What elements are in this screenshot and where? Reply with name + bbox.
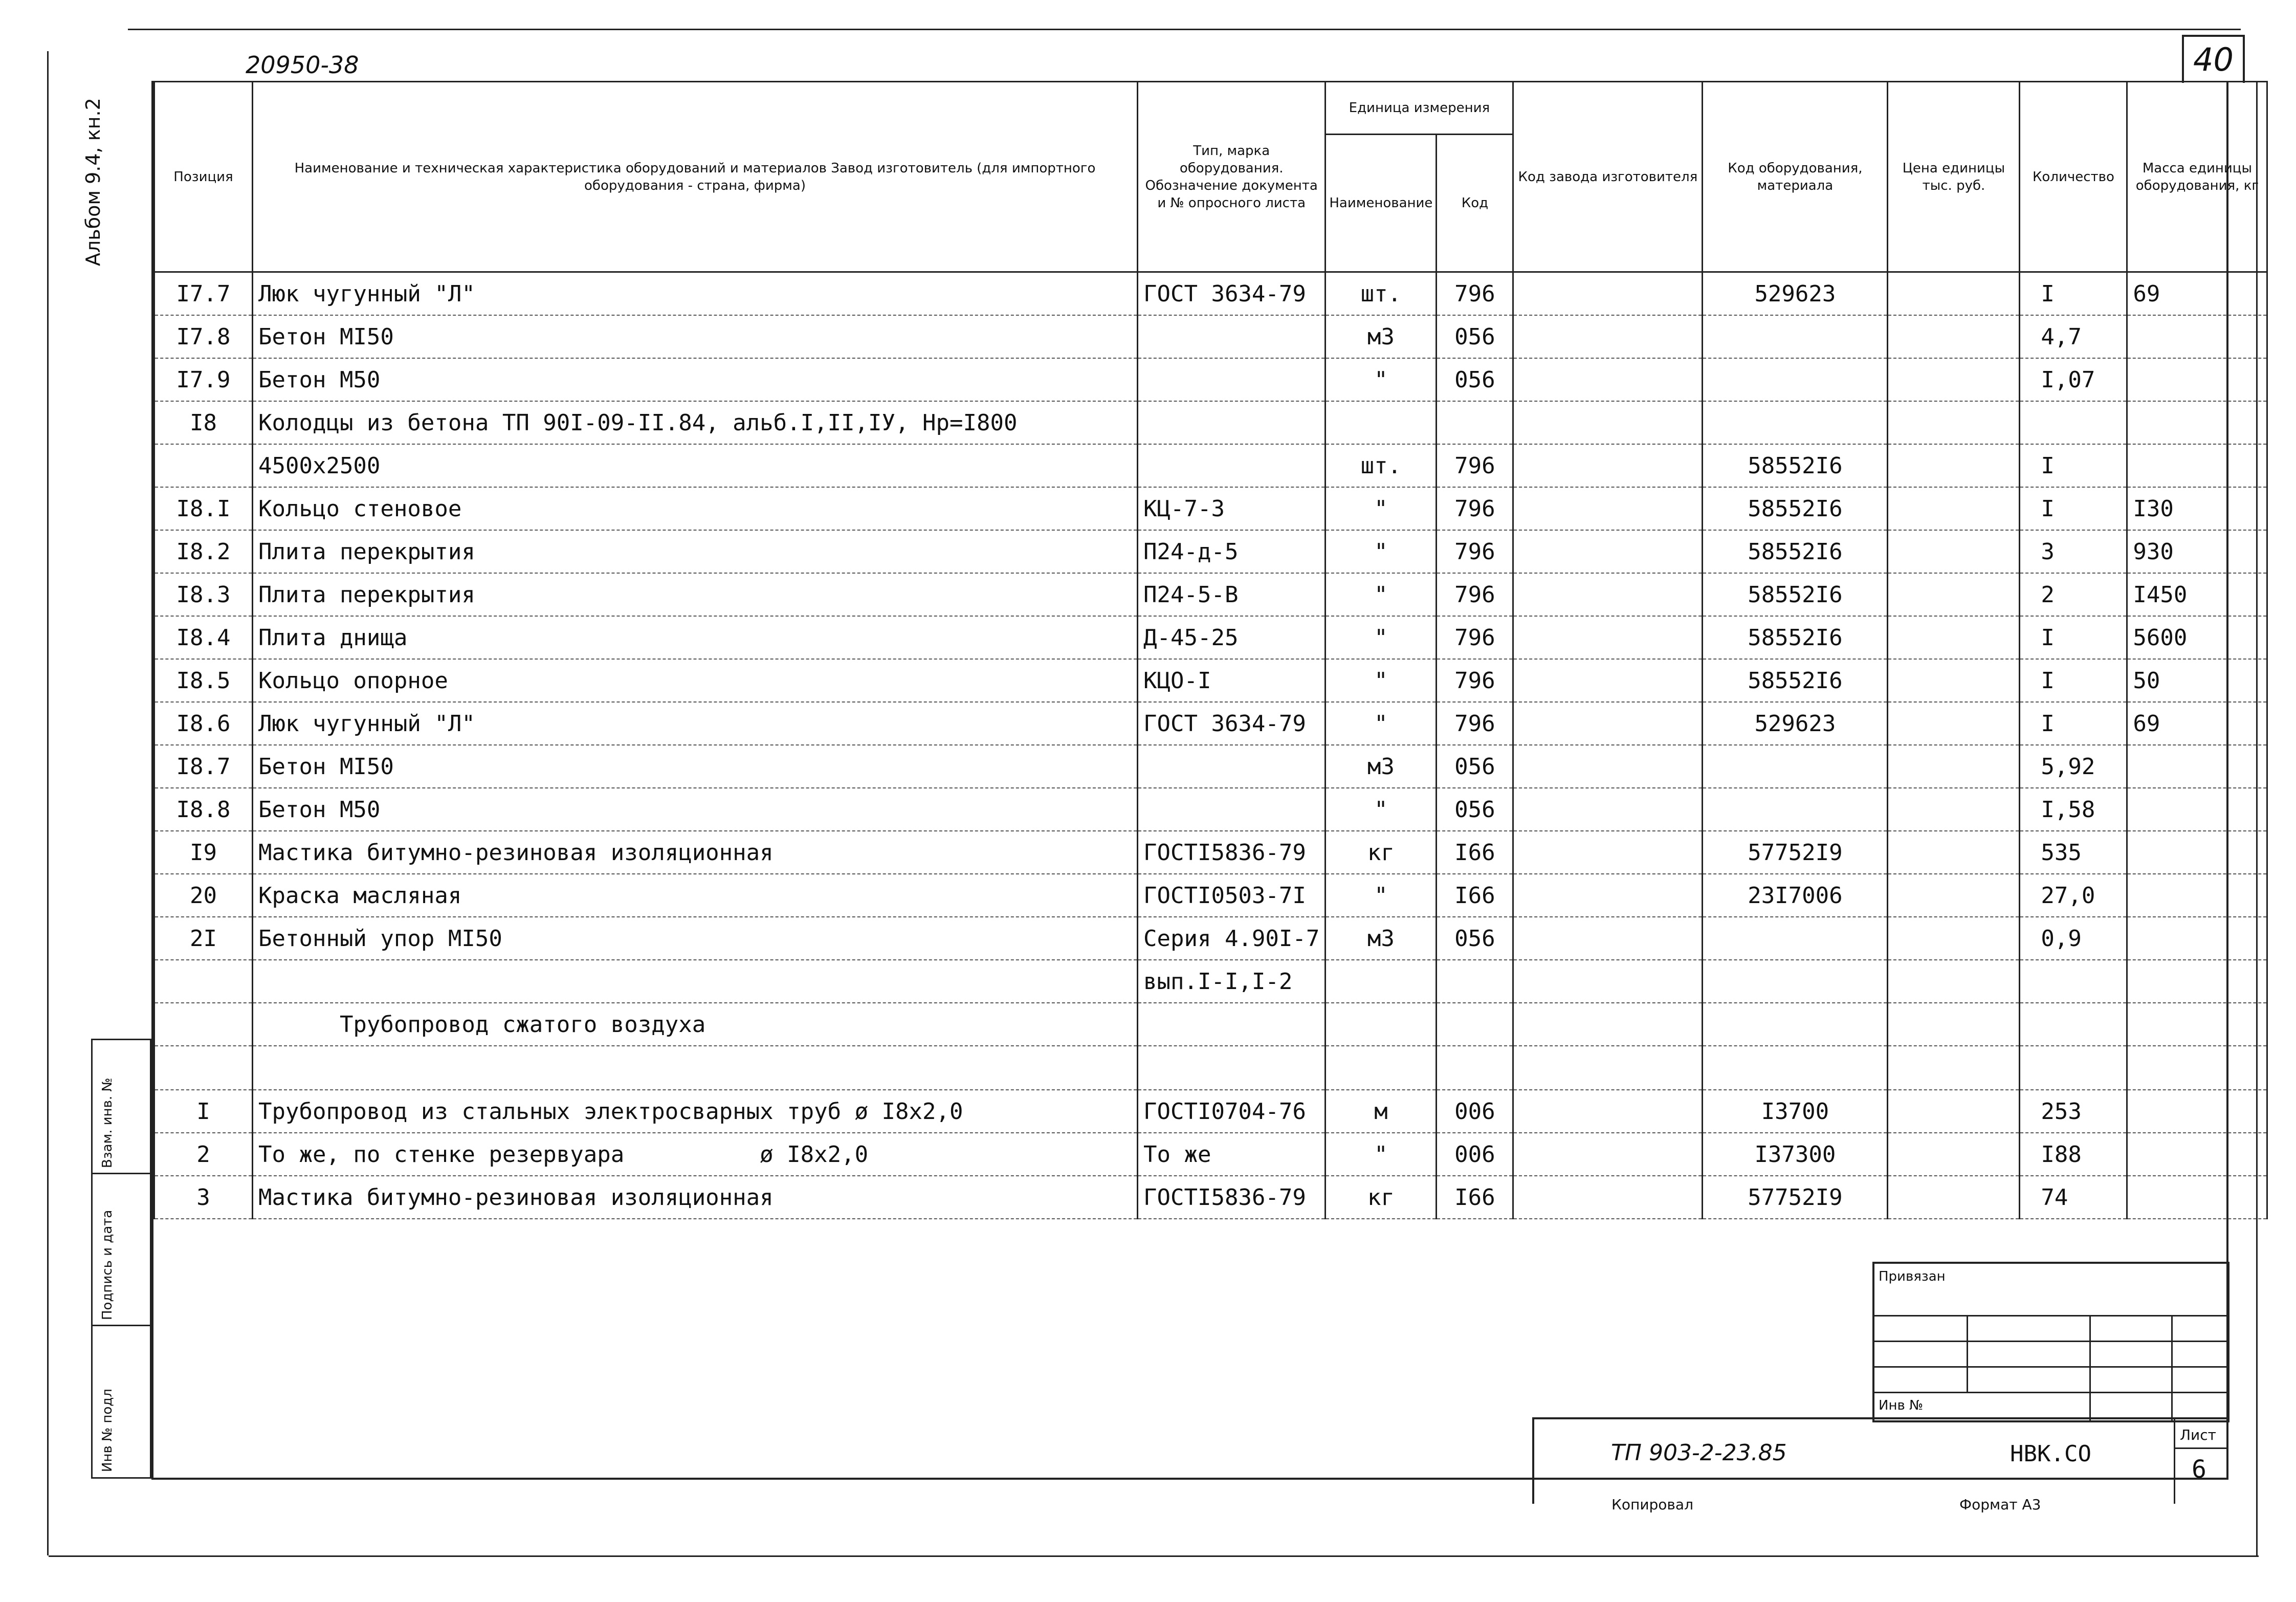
cell-equipment-code: 58552I6 bbox=[1703, 616, 1888, 659]
cell-unit-name bbox=[1326, 1003, 1437, 1046]
cell-factory-code bbox=[1513, 616, 1703, 659]
cell-factory-code bbox=[1513, 1046, 1703, 1090]
cell-mass bbox=[2127, 1003, 2267, 1046]
cell-position bbox=[154, 1003, 253, 1046]
cell-mass: I30 bbox=[2127, 487, 2267, 530]
col-header-unit-group: Единица измерения bbox=[1326, 82, 1513, 135]
cell-position: I8.6 bbox=[154, 702, 253, 745]
cell-factory-code bbox=[1513, 358, 1703, 401]
cell-unit-name: " bbox=[1326, 573, 1437, 616]
cell-quantity: 535 bbox=[2020, 831, 2127, 874]
cell-position: I7.8 bbox=[154, 315, 253, 358]
cell-unit-name: " bbox=[1326, 702, 1437, 745]
cell-factory-code bbox=[1513, 444, 1703, 487]
cell-name: Мастика битумно-резиновая изоляционная bbox=[253, 831, 1138, 874]
stamp-attached-label: Привязан bbox=[1879, 1269, 1946, 1284]
cell-unit-name: шт. bbox=[1326, 444, 1437, 487]
cell-unit-code: 056 bbox=[1437, 745, 1513, 788]
cell-type: П24-5-В bbox=[1138, 573, 1326, 616]
cell-unit-name: " bbox=[1326, 487, 1437, 530]
table-row bbox=[154, 487, 2267, 530]
cell-type: ГОСТ 3634-79 bbox=[1138, 702, 1326, 745]
cell-quantity: 3 bbox=[2020, 530, 2127, 573]
cell-price bbox=[1888, 659, 2020, 702]
cell-position: I8.2 bbox=[154, 530, 253, 573]
cell-type: Д-45-25 bbox=[1138, 616, 1326, 659]
cell-equipment-code bbox=[1703, 401, 1888, 444]
cell-name: Люк чугунный "Л" bbox=[253, 702, 1138, 745]
cell-unit-code bbox=[1437, 1046, 1513, 1090]
cell-quantity: 2 bbox=[2020, 573, 2127, 616]
cell-unit-name: м3 bbox=[1326, 917, 1437, 960]
cell-price bbox=[1888, 874, 2020, 917]
cell-unit-code: 796 bbox=[1437, 616, 1513, 659]
cell-position bbox=[154, 960, 253, 1003]
cell-quantity bbox=[2020, 960, 2127, 1003]
cell-name: Краска масляная bbox=[253, 874, 1138, 917]
table-row bbox=[154, 960, 2267, 1003]
table-row bbox=[154, 831, 2267, 874]
title-block bbox=[1532, 1417, 2227, 1504]
table-row bbox=[154, 573, 2267, 616]
stamp-vline-1 bbox=[1967, 1315, 1968, 1392]
cell-quantity: 27,0 bbox=[2020, 874, 2127, 917]
table-row bbox=[154, 1176, 2267, 1219]
table-row bbox=[154, 1133, 2267, 1176]
cell-name: Колодцы из бетона ТП 90I-09-II.84, альб.I,II,IУ, Нр=I800 bbox=[253, 401, 1138, 444]
cell-mass bbox=[2127, 315, 2267, 358]
cell-type bbox=[1138, 745, 1326, 788]
cell-factory-code bbox=[1513, 831, 1703, 874]
cell-equipment-code: 58552I6 bbox=[1703, 659, 1888, 702]
cell-position: I8.I bbox=[154, 487, 253, 530]
document-number: 20950-38 bbox=[246, 51, 359, 79]
cell-quantity: I bbox=[2020, 487, 2127, 530]
cell-equipment-code bbox=[1703, 315, 1888, 358]
cell-quantity: I,58 bbox=[2020, 788, 2127, 831]
table-row bbox=[154, 917, 2267, 960]
cell-factory-code bbox=[1513, 659, 1703, 702]
cell-name: Бетон М50 bbox=[253, 358, 1138, 401]
cell-equipment-code bbox=[1703, 1003, 1888, 1046]
col-header-position: Позиция bbox=[154, 82, 253, 272]
cell-unit-code bbox=[1437, 1003, 1513, 1046]
col-header-name: Наименование и техническая характеристика оборудований и материалов Завод изготовитель (для импортного оборудования - страна, фирма) bbox=[253, 82, 1138, 272]
col-header-equipment-code: Код оборудования, материала bbox=[1703, 82, 1888, 272]
cell-quantity: 0,9 bbox=[2020, 917, 2127, 960]
cell-unit-name: кг bbox=[1326, 1176, 1437, 1219]
cell-price bbox=[1888, 1133, 2020, 1176]
table-row bbox=[154, 272, 2267, 316]
specification-rows bbox=[154, 272, 2267, 1219]
stamp-line-4 bbox=[1874, 1392, 2227, 1393]
cell-quantity bbox=[2020, 401, 2127, 444]
table-row bbox=[154, 1003, 2267, 1046]
cell-type: ГОСТI5836-79 bbox=[1138, 1176, 1326, 1219]
cell-position bbox=[154, 444, 253, 487]
cell-equipment-code: 58552I6 bbox=[1703, 530, 1888, 573]
table-row bbox=[154, 616, 2267, 659]
table-row bbox=[154, 702, 2267, 745]
cell-factory-code bbox=[1513, 272, 1703, 316]
cell-mass: 69 bbox=[2127, 272, 2267, 316]
cell-equipment-code bbox=[1703, 917, 1888, 960]
cell-mass bbox=[2127, 831, 2267, 874]
cell-position: 20 bbox=[154, 874, 253, 917]
sheet-label: Лист bbox=[2180, 1427, 2216, 1443]
cell-position: I8.8 bbox=[154, 788, 253, 831]
cell-factory-code bbox=[1513, 487, 1703, 530]
cell-unit-code: 796 bbox=[1437, 530, 1513, 573]
cell-price bbox=[1888, 788, 2020, 831]
cell-price bbox=[1888, 702, 2020, 745]
stamp-line-1 bbox=[1874, 1315, 2227, 1316]
cell-type bbox=[1138, 358, 1326, 401]
cell-mass: I450 bbox=[2127, 573, 2267, 616]
sheet-corner-number: 40 bbox=[2182, 35, 2245, 83]
cell-position: 2 bbox=[154, 1133, 253, 1176]
cell-position: I bbox=[154, 1090, 253, 1133]
cell-mass: 930 bbox=[2127, 530, 2267, 573]
cell-mass bbox=[2127, 960, 2267, 1003]
cell-unit-name: м3 bbox=[1326, 745, 1437, 788]
cell-price bbox=[1888, 745, 2020, 788]
cell-price bbox=[1888, 960, 2020, 1003]
cell-quantity: I bbox=[2020, 659, 2127, 702]
cell-mass bbox=[2127, 917, 2267, 960]
table-row bbox=[154, 874, 2267, 917]
cell-factory-code bbox=[1513, 315, 1703, 358]
cell-unit-code: 056 bbox=[1437, 788, 1513, 831]
table-row bbox=[154, 1090, 2267, 1133]
stamp-vline-3 bbox=[2171, 1315, 2173, 1420]
cell-price bbox=[1888, 530, 2020, 573]
cell-equipment-code: I3700 bbox=[1703, 1090, 1888, 1133]
cell-factory-code bbox=[1513, 960, 1703, 1003]
table-row bbox=[154, 401, 2267, 444]
cell-name: Плита перекрытия bbox=[253, 573, 1138, 616]
cell-type: КЦ-7-3 bbox=[1138, 487, 1326, 530]
cell-position: I8.7 bbox=[154, 745, 253, 788]
cell-type bbox=[1138, 788, 1326, 831]
col-header-type: Тип, марка оборудования. Обозначение документа и № опросного листа bbox=[1138, 82, 1326, 272]
frame-top bbox=[128, 29, 2241, 30]
cell-unit-code: 796 bbox=[1437, 487, 1513, 530]
cell-type bbox=[1138, 315, 1326, 358]
table-row bbox=[154, 358, 2267, 401]
cell-price bbox=[1888, 831, 2020, 874]
cell-price bbox=[1888, 616, 2020, 659]
cell-price bbox=[1888, 1003, 2020, 1046]
cell-unit-name bbox=[1326, 1046, 1437, 1090]
cell-unit-code bbox=[1437, 401, 1513, 444]
cell-equipment-code: I37300 bbox=[1703, 1133, 1888, 1176]
cell-unit-code: I66 bbox=[1437, 1176, 1513, 1219]
stamp-box bbox=[1872, 1262, 2229, 1422]
cell-type: ГОСТI0503-7I bbox=[1138, 874, 1326, 917]
cell-type: ГОСТI5836-79 bbox=[1138, 831, 1326, 874]
cell-mass: 69 bbox=[2127, 702, 2267, 745]
table-row bbox=[154, 745, 2267, 788]
cell-mass bbox=[2127, 401, 2267, 444]
cell-unit-name: " bbox=[1326, 874, 1437, 917]
table-row bbox=[154, 530, 2267, 573]
cell-quantity: I88 bbox=[2020, 1133, 2127, 1176]
cell-equipment-code bbox=[1703, 358, 1888, 401]
cell-equipment-code bbox=[1703, 788, 1888, 831]
cell-position: I7.7 bbox=[154, 272, 253, 316]
cell-type: вып.I-I,I-2 bbox=[1138, 960, 1326, 1003]
album-label: Альбом 9.4, кн.2 bbox=[82, 98, 104, 266]
cell-type: ГОСТI0704-76 bbox=[1138, 1090, 1326, 1133]
cell-unit-code: 796 bbox=[1437, 272, 1513, 316]
cell-position: 3 bbox=[154, 1176, 253, 1219]
cell-type bbox=[1138, 1046, 1326, 1090]
cell-name: То же, по стенке резервуара ø I8х2,0 bbox=[253, 1133, 1138, 1176]
cell-mass bbox=[2127, 1133, 2267, 1176]
cell-factory-code bbox=[1513, 1176, 1703, 1219]
col-header-quantity: Количество bbox=[2020, 82, 2127, 272]
cell-quantity: I bbox=[2020, 272, 2127, 316]
cell-name: 4500х2500 bbox=[253, 444, 1138, 487]
side-strip bbox=[91, 1039, 151, 1479]
cell-equipment-code bbox=[1703, 745, 1888, 788]
format-label: Формат А3 bbox=[1959, 1496, 2041, 1513]
cell-type: Серия 4.90I-7 bbox=[1138, 917, 1326, 960]
cell-position: I7.9 bbox=[154, 358, 253, 401]
cell-price bbox=[1888, 1090, 2020, 1133]
cell-factory-code bbox=[1513, 745, 1703, 788]
cell-mass bbox=[2127, 788, 2267, 831]
cell-unit-name: " bbox=[1326, 358, 1437, 401]
cell-unit-code: 796 bbox=[1437, 444, 1513, 487]
cell-price bbox=[1888, 358, 2020, 401]
cell-factory-code bbox=[1513, 1090, 1703, 1133]
cell-equipment-code: 57752I9 bbox=[1703, 831, 1888, 874]
cell-equipment-code: 57752I9 bbox=[1703, 1176, 1888, 1219]
cell-name: Мастика битумно-резиновая изоляционная bbox=[253, 1176, 1138, 1219]
cell-factory-code bbox=[1513, 573, 1703, 616]
cell-unit-code: 006 bbox=[1437, 1090, 1513, 1133]
cell-equipment-code bbox=[1703, 960, 1888, 1003]
cell-name: Плита перекрытия bbox=[253, 530, 1138, 573]
cell-mass bbox=[2127, 1176, 2267, 1219]
cell-type bbox=[1138, 444, 1326, 487]
cell-name: Бетон М50 bbox=[253, 788, 1138, 831]
cell-factory-code bbox=[1513, 788, 1703, 831]
cell-quantity bbox=[2020, 1003, 2127, 1046]
cell-position: I8.3 bbox=[154, 573, 253, 616]
cell-equipment-code: 529623 bbox=[1703, 272, 1888, 316]
cell-price bbox=[1888, 444, 2020, 487]
cell-type bbox=[1138, 1003, 1326, 1046]
cell-name bbox=[253, 1046, 1138, 1090]
cell-quantity: I bbox=[2020, 702, 2127, 745]
cell-type: КЦО-I bbox=[1138, 659, 1326, 702]
cell-name: Кольцо опорное bbox=[253, 659, 1138, 702]
cell-price bbox=[1888, 272, 2020, 316]
cell-unit-code: I66 bbox=[1437, 874, 1513, 917]
cell-type: То же bbox=[1138, 1133, 1326, 1176]
cell-price bbox=[1888, 573, 2020, 616]
cell-mass bbox=[2127, 1090, 2267, 1133]
table-row bbox=[154, 1046, 2267, 1090]
cell-quantity bbox=[2020, 1046, 2127, 1090]
cell-type bbox=[1138, 401, 1326, 444]
specification-table bbox=[153, 81, 2268, 1219]
cell-unit-code bbox=[1437, 960, 1513, 1003]
frame-left bbox=[47, 51, 49, 1555]
cell-quantity: 4,7 bbox=[2020, 315, 2127, 358]
cell-equipment-code bbox=[1703, 1046, 1888, 1090]
cell-unit-code: 056 bbox=[1437, 917, 1513, 960]
cell-mass bbox=[2127, 874, 2267, 917]
side-cell-inv-orig bbox=[91, 1325, 151, 1479]
cell-unit-name: " bbox=[1326, 616, 1437, 659]
cell-factory-code bbox=[1513, 874, 1703, 917]
cell-type: П24-д-5 bbox=[1138, 530, 1326, 573]
cell-unit-name bbox=[1326, 960, 1437, 1003]
cell-quantity: 253 bbox=[2020, 1090, 2127, 1133]
cell-mass bbox=[2127, 444, 2267, 487]
cell-unit-code: I66 bbox=[1437, 831, 1513, 874]
cell-price bbox=[1888, 315, 2020, 358]
cell-mass bbox=[2127, 1046, 2267, 1090]
cell-quantity: 74 bbox=[2020, 1176, 2127, 1219]
cell-unit-name: " bbox=[1326, 788, 1437, 831]
cell-equipment-code: 58552I6 bbox=[1703, 444, 1888, 487]
title-hline bbox=[2174, 1447, 2227, 1449]
cell-factory-code bbox=[1513, 702, 1703, 745]
cell-factory-code bbox=[1513, 1133, 1703, 1176]
cell-position: 2I bbox=[154, 917, 253, 960]
cell-unit-name: м3 bbox=[1326, 315, 1437, 358]
cell-unit-code: 796 bbox=[1437, 702, 1513, 745]
cell-name: Трубопровод сжатого воздуха bbox=[253, 1003, 1138, 1046]
side-label-inv-replace: Взам. инв. № bbox=[100, 1078, 115, 1168]
col-header-unit-name: Наименование bbox=[1326, 135, 1437, 272]
cell-quantity: 5,92 bbox=[2020, 745, 2127, 788]
copied-label: Копировал bbox=[1611, 1496, 1693, 1513]
cell-price bbox=[1888, 1176, 2020, 1219]
stamp-line-2 bbox=[1874, 1341, 2227, 1342]
cell-price bbox=[1888, 1046, 2020, 1090]
side-label-sign-date: Подпись и дата bbox=[100, 1210, 115, 1320]
cell-name: Бетон МI50 bbox=[253, 745, 1138, 788]
cell-position: I8.4 bbox=[154, 616, 253, 659]
cell-quantity: I bbox=[2020, 616, 2127, 659]
drawing-mark: НВК.СО bbox=[2010, 1441, 2091, 1467]
cell-unit-code: 796 bbox=[1437, 573, 1513, 616]
cell-unit-name: кг bbox=[1326, 831, 1437, 874]
cell-quantity: I,07 bbox=[2020, 358, 2127, 401]
table-row bbox=[154, 659, 2267, 702]
cell-name: Кольцо стеновое bbox=[253, 487, 1138, 530]
table-row bbox=[154, 788, 2267, 831]
col-header-price: Цена единицы тыс. руб. bbox=[1888, 82, 2020, 272]
cell-unit-code: 006 bbox=[1437, 1133, 1513, 1176]
cell-name: Плита днища bbox=[253, 616, 1138, 659]
cell-equipment-code: 58552I6 bbox=[1703, 573, 1888, 616]
cell-unit-name bbox=[1326, 401, 1437, 444]
cell-name: Бетон МI50 bbox=[253, 315, 1138, 358]
stamp-inv-label: Инв № bbox=[1879, 1398, 1924, 1413]
cell-price bbox=[1888, 487, 2020, 530]
cell-unit-code: 056 bbox=[1437, 358, 1513, 401]
cell-equipment-code: 23I7006 bbox=[1703, 874, 1888, 917]
col-header-factory-code: Код завода изготовителя bbox=[1513, 82, 1703, 272]
side-cell-sign-date bbox=[91, 1173, 151, 1326]
col-header-unit-code: Код bbox=[1437, 135, 1513, 272]
side-cell-inv-replace bbox=[91, 1039, 151, 1174]
cell-factory-code bbox=[1513, 401, 1703, 444]
table-row bbox=[154, 315, 2267, 358]
cell-price bbox=[1888, 401, 2020, 444]
cell-mass: 50 bbox=[2127, 659, 2267, 702]
cell-factory-code bbox=[1513, 530, 1703, 573]
table-row bbox=[154, 444, 2267, 487]
title-vline bbox=[2174, 1419, 2175, 1504]
cell-position bbox=[154, 1046, 253, 1090]
stamp-vline-2 bbox=[2089, 1315, 2091, 1420]
cell-type: ГОСТ 3634-79 bbox=[1138, 272, 1326, 316]
cell-unit-code: 056 bbox=[1437, 315, 1513, 358]
cell-equipment-code: 58552I6 bbox=[1703, 487, 1888, 530]
side-label-inv-orig: Инв № подл bbox=[100, 1389, 115, 1472]
cell-price bbox=[1888, 917, 2020, 960]
cell-mass bbox=[2127, 745, 2267, 788]
frame-bottom bbox=[49, 1555, 2259, 1557]
cell-factory-code bbox=[1513, 917, 1703, 960]
cell-unit-name: м bbox=[1326, 1090, 1437, 1133]
sheet-number: 6 bbox=[2192, 1455, 2206, 1484]
cell-unit-name: шт. bbox=[1326, 272, 1437, 316]
col-header-mass: Масса единицы оборудования, кг bbox=[2127, 82, 2267, 272]
cell-unit-name: " bbox=[1326, 530, 1437, 573]
cell-quantity: I bbox=[2020, 444, 2127, 487]
cell-position: I9 bbox=[154, 831, 253, 874]
cell-position: I8 bbox=[154, 401, 253, 444]
cell-name bbox=[253, 960, 1138, 1003]
cell-unit-name: " bbox=[1326, 1133, 1437, 1176]
project-code: ТП 903-2-23.85 bbox=[1611, 1440, 1787, 1466]
cell-position: I8.5 bbox=[154, 659, 253, 702]
cell-unit-name: " bbox=[1326, 659, 1437, 702]
cell-name: Люк чугунный "Л" bbox=[253, 272, 1138, 316]
cell-equipment-code: 529623 bbox=[1703, 702, 1888, 745]
cell-mass: 5600 bbox=[2127, 616, 2267, 659]
cell-factory-code bbox=[1513, 1003, 1703, 1046]
cell-name: Трубопровод из стальных электросварных труб ø I8х2,0 bbox=[253, 1090, 1138, 1133]
cell-name: Бетонный упор МI50 bbox=[253, 917, 1138, 960]
cell-mass bbox=[2127, 358, 2267, 401]
cell-unit-code: 796 bbox=[1437, 659, 1513, 702]
stamp-line-3 bbox=[1874, 1366, 2227, 1368]
